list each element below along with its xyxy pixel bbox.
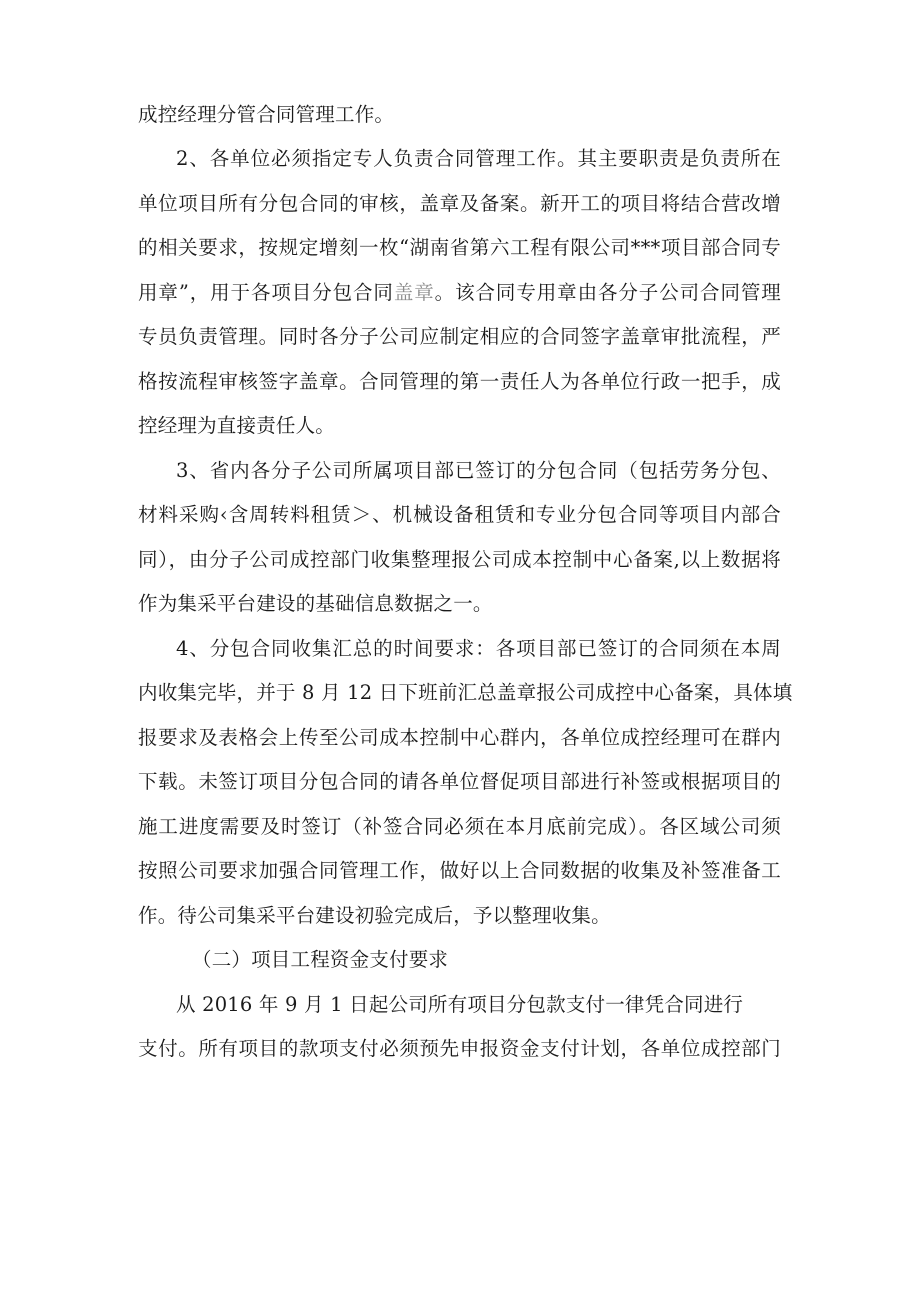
item-4-line-2: 内收集完毕，并于 8 月 12 日下班前汇总盖章报公司成控中心备案，具体填 <box>138 681 793 704</box>
payment-paragraph-line-2: 支付。所有项目的款项支付必须预先申报资金支付计划，各单位成控部门 <box>138 1037 781 1060</box>
item-4-line-4: 下载。未签订项目分包合同的请各单位督促项目部进行补签或根据项目的 <box>138 770 781 793</box>
item-2-line-5: 专员负责管理。同时各分子公司应制定相应的合同签字盖章审批流程，严 <box>138 325 781 348</box>
item-4-line-6: 按照公司要求加强合同管理工作，做好以上合同数据的收集及补签准备工 <box>138 859 781 882</box>
item-3-line-2: 材料采购‹含周转料租赁＞、机械设备租赁和专业分包合同等项目内部合 <box>138 503 781 526</box>
item-2-line-4-b: 。该合同专用章由各分子公司合同管理 <box>434 281 781 304</box>
item-3-line-4: 作为集采平台建设的基础信息数据之一。 <box>138 592 493 615</box>
item-4-line-7: 作。待公司集采平台建设初验完成后，予以整理收集。 <box>138 904 611 927</box>
paragraph-1-line-1: 成控经理分管合同管理工作。 <box>138 103 395 126</box>
item-4-line-3: 报要求及表格会上传至公司成本控制中心群内，各单位成控经理可在群内 <box>138 726 781 749</box>
item-2-line-4 <box>138 281 781 305</box>
payment-paragraph-line-1: 从 2016 年 9 月 1 日起公司所有项目分包款支付一律凭合同进行 <box>176 993 744 1016</box>
section-heading: （二）项目工程资金支付要求 <box>192 948 449 971</box>
item-2-line-2: 单位项目所有分包合同的审核，盖章及备案。新开工的项目将结合营改增 <box>138 192 781 215</box>
item-3-line-1: 3、省内各分子公司所属项目部已签订的分包合同（包括劳务分包、 <box>176 459 781 482</box>
item-3-line-3: 同），由分子公司成控部门收集整理报公司成本控制中心备案,以上数据将 <box>138 548 781 571</box>
item-2-line-1: 2、各单位必须指定专人负责合同管理工作。其主要职责是负责所在 <box>176 147 781 170</box>
item-4-line-1: 4、分包合同收集汇总的时间要求：各项目部已签订的合同须在本周 <box>176 637 781 660</box>
item-2-line-3: 的相关要求，按规定增刻一枚“湖南省第六工程有限公司***项目部合同专 <box>138 236 781 259</box>
item-2-line-6: 格按流程审核签字盖章。合同管理的第一责任人为各单位行政一把手，成 <box>138 370 781 393</box>
item-2-line-4-faded: 盖章 <box>393 281 435 304</box>
item-2-line-4-a: 用章”，用于各项目分包合同 <box>138 281 394 304</box>
item-2-line-7: 控经理为直接责任人。 <box>138 414 336 437</box>
item-4-line-5: 施工进度需要及时签订（补签合同必须在本月底前完成）。各区域公司须 <box>138 815 781 838</box>
